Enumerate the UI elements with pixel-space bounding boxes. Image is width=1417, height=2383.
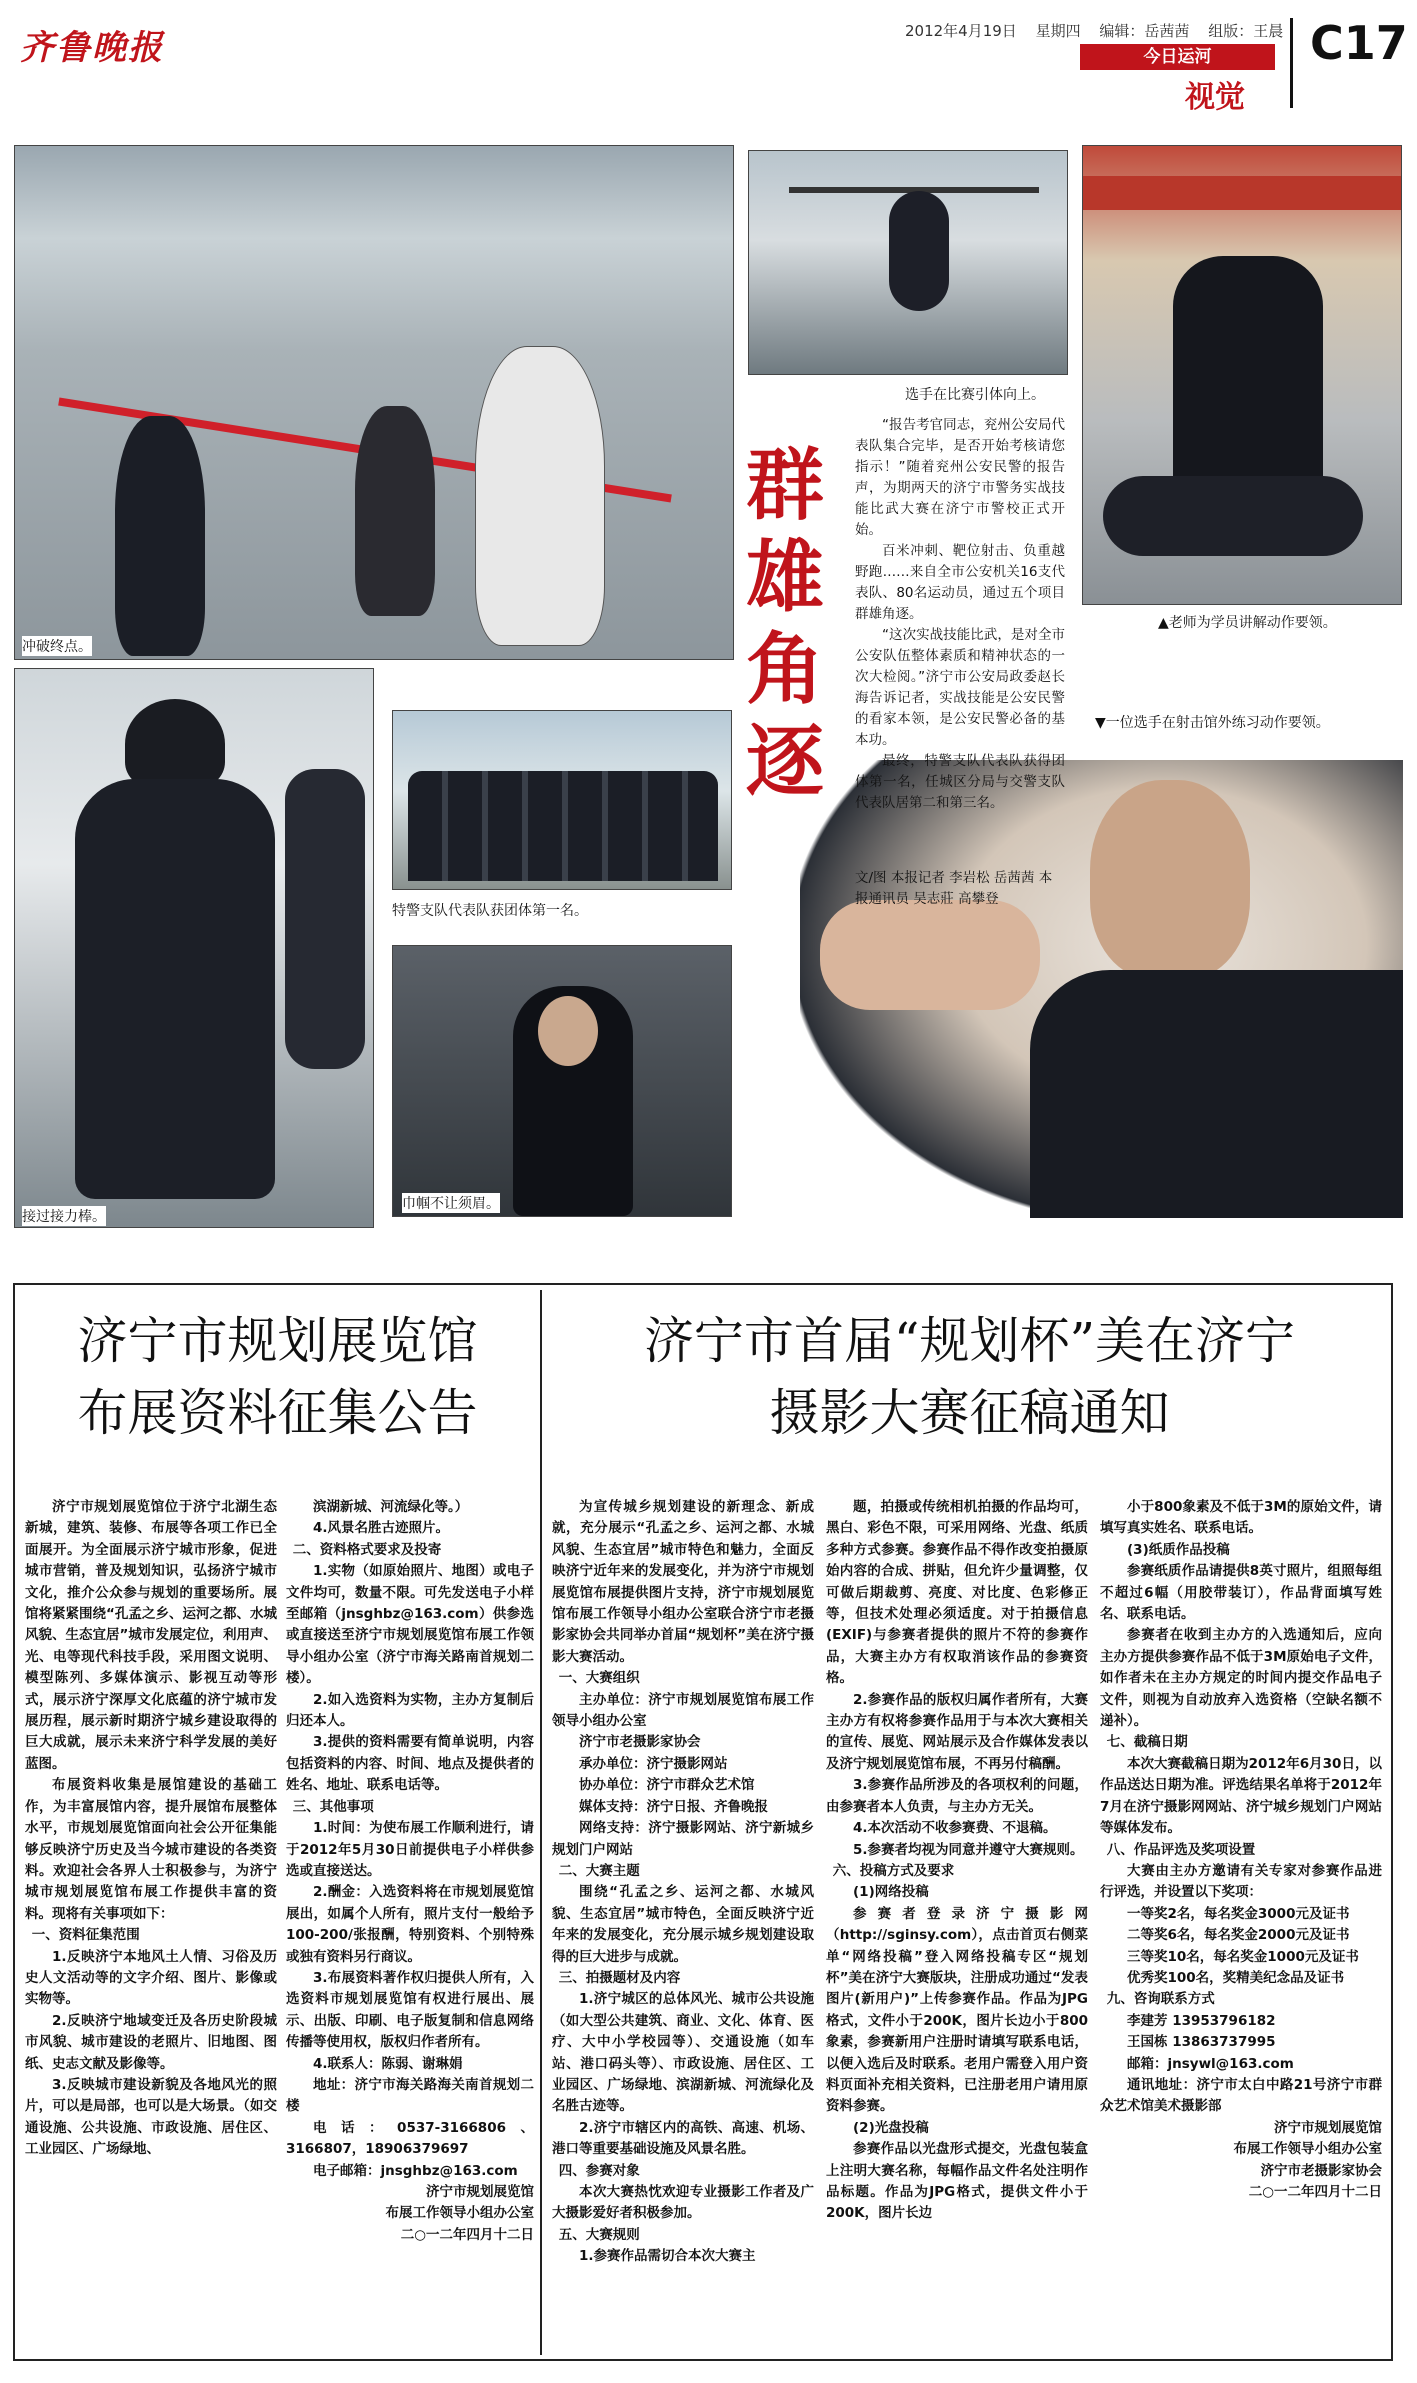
notice-paragraph: 布展资料收集是展馆建设的基础工作，为丰富展馆内容，提升展馆布展整体水平，市规划展览馆面向社会公开征集能够反映济宁历史及当今城市建设的各类资料。欢迎社会各界人士积极参与，为济宁城市规划展览馆布展工作提供丰富的资料。现将有关事项如下：: [25, 1777, 277, 1922]
notice-paragraph: 参赛者在收到主办方的入选通知后，应向主办方提供参赛作品不低于3M原始电子文件，如作者未在主办方规定的时间内提交作品电子文件，则视为自动放弃入选资格（空缺名额不递补）。: [1100, 1627, 1382, 1730]
relay-helmet: [125, 699, 225, 789]
notice-paragraph: 题，拍摄或传统相机拍摄的作品均可，黑白、彩色不限，可采用网络、光盘、纸质多种方式参赛。参赛作品不得作改变拍摄原始内容的合成、拼贴，但允许少量调整，仅可做后期裁剪、亮度、对比度、色彩修正等，但技术处理必须适度。对于拍摄信息(EXIF)与参赛者提供的照片不符的参赛作品，大赛主办方有权取消该作品的参赛资格。: [826, 1499, 1088, 1687]
notice-paragraph: 参赛纸质作品请提供8英寸照片，组照每组不超过6幅（用胶带装订），作品背面填写姓名、联系电话。: [1100, 1563, 1382, 1623]
notice-paragraph: 2.济宁市辖区内的高铁、高速、机场、港口等重要基础设施及风景名胜。: [552, 2119, 814, 2158]
notice-paragraph: (2)光盘投稿: [853, 2119, 929, 2136]
notice-section-heading: 二、大赛主题: [558, 1862, 640, 1879]
notice-paragraph: 济宁市规划展览馆位于济宁北湖生态新城，建筑、装修、布展等各项工作已全面展开。为全面展示济宁城市形象，促进城市营销，普及规划知识，弘扬济宁城市文化，推介公众参与规划的重要场所。展馆将紧紧围绕“孔孟之乡、运河之都、水城风貌、生态宜居”城市发展定位，利用声、光、电等现代科技手段，采用图文说明、模型陈列、多媒体演示、影视互动等形式，展示济宁深厚文化底蕴的济宁城市发展历程，展示新时期济宁城乡建设取得的巨大成就，展示未来济宁科学发展的美好蓝图。: [25, 1499, 277, 1772]
notice-signature-line: 济宁市老摄影家协会: [1260, 2162, 1382, 2179]
notice-paragraph: 协办单位：济宁市群众艺术馆: [579, 1777, 755, 1794]
notice-paragraph: 5.参赛者均视为同意并遵守大赛规则。: [853, 1841, 1084, 1858]
notice-paragraph: 通讯地址：济宁市太白中路21号济宁市群众艺术馆美术摄影部: [1100, 2076, 1382, 2115]
notice-right-title: [552, 1305, 1387, 1449]
caption-relay: 接过接力棒。: [22, 1206, 106, 1226]
shooter-head: [1090, 780, 1250, 980]
relay-runner: [75, 779, 275, 1199]
notice-paragraph: 网络支持：济宁摄影网站、济宁新城乡规划门户网站: [552, 1820, 814, 1858]
notice-paragraph: (1)网络投稿: [853, 1884, 929, 1901]
notice-section-heading: 四、参赛对象: [558, 2162, 640, 2179]
notice-paragraph: 4.本次活动不收参赛费、不退稿。: [853, 1820, 1057, 1837]
caption-teacher: ▲老师为学员讲解动作要领。: [1158, 612, 1337, 632]
notice-left-title-line: 布展资料征集公告: [77, 1384, 478, 1442]
notice-paragraph: 李建芳 13953796182: [1127, 2012, 1276, 2029]
story-paragraph: 百米冲刺、靶位射击、负重越野跑……来自全市公安机关16支代表队、80名运动员，通过五个项目群雄角逐。: [855, 543, 1065, 622]
page-number: C17: [1310, 16, 1408, 70]
notice-paragraph: 二等奖6名，每名奖金2000元及证书: [1127, 1927, 1350, 1944]
notice-paragraph: 优秀奖100名，奖精美纪念品及证书: [1127, 1969, 1345, 1986]
issue-date: 2012年4月19日: [905, 22, 1017, 40]
caption-pullup: 选手在比赛引体向上。: [905, 384, 1045, 404]
runner-3: [475, 346, 605, 646]
photo-shooter-cutout: [800, 760, 1403, 1218]
notice-paragraph: 三等奖10名，每名奖金1000元及证书: [1127, 1948, 1359, 1965]
photo-finish-line: [14, 145, 734, 660]
notice-section-heading: 五、大赛规则: [558, 2226, 640, 2243]
notice-section-heading: 二、资料格式要求及投寄: [292, 1541, 442, 1558]
notice-signature-line: 二○一二年四月十二日: [1248, 2184, 1382, 2200]
notice-paragraph: 滨湖新城、河流绿化等。）: [313, 1499, 469, 1515]
notice-paragraph: 邮箱：jnsywl@163.com: [1127, 2055, 1294, 2072]
notice-paragraph: 本次大赛截稿日期为2012年6月30日，以作品送达日期为准。评选结果名单将于2012年7月在济宁摄影网网站、济宁城乡规划门户网站等媒体发布。: [1100, 1755, 1382, 1837]
notice-paragraph: 4.风景名胜古迹照片。: [313, 1520, 450, 1537]
header-divider: [1290, 18, 1293, 108]
notice-paragraph: 围绕“孔孟之乡、运河之都、水城风貌、生态宜居”城市特色，全面反映济宁近年来的发展变化，充分展示城乡规划建设取得的巨大进步与成就。: [552, 1884, 814, 1965]
notice-paragraph: 参赛作品以光盘形式提交，光盘包装盒上注明大赛名称，每幅作品文件名处注明作品标题。作品为JPG格式，提供文件小于200K，图片长边: [826, 2141, 1088, 2222]
notice-right-col3: [1100, 1497, 1382, 2203]
notice-left-col2: [286, 1497, 534, 2246]
notice-paragraph: 一等奖2名，每名奖金3000元及证书: [1127, 1905, 1350, 1922]
notice-right-col1: [552, 1497, 814, 2268]
issue-info: [905, 20, 1297, 41]
notice-paragraph: 为宣传城乡规划建设的新理念、新成就，充分展示“孔孟之乡、运河之都、水城风貌、生态宜居”城市特色和魅力，全面反映济宁近年来的发展变化，并为济宁市规划展览馆布展提供图片支持，济宁市规划展览馆布展工作领导小组办公室联合济宁市老摄影家协会共同举办首届“规划杯”美在济宁摄影大赛活动。: [552, 1499, 814, 1665]
notice-section-heading: 三、拍摄题材及内容: [558, 1969, 681, 1986]
notice-paragraph: 3.反映城市建设新貌及各地风光的照片，可以是局部，也可以是大场景。（如交通设施、公共设施、市政设施、居住区、工业园区、广场绿地、: [25, 2076, 277, 2158]
headline-char: 逐: [745, 716, 824, 807]
headline-char: 雄: [745, 532, 824, 623]
notice-section-heading: 一、大赛组织: [558, 1670, 640, 1687]
editor-credit: 编辑：岳茜茜: [1099, 22, 1190, 40]
layout-credit: 组版：王晨: [1208, 22, 1284, 40]
section-name: 视觉: [1185, 80, 1245, 115]
notice-paragraph: 1.济宁城区的总体风光、城市公共设施（如大型公共建筑、商业、文化、体育、医疗、大中小学校园等）、交通设施（如车站、港口码头等）、市政设施、居住区、工业园区、广场绿地、滨湖新城、河流绿化及名胜古迹等。: [552, 1991, 814, 2115]
story-body: [855, 415, 1065, 814]
notice-paragraph: 承办单位：济宁摄影网站: [579, 1755, 728, 1772]
notice-left-title: [25, 1305, 530, 1449]
photo-teacher: [1082, 145, 1402, 605]
notice-paragraph: 参赛者登录济宁摄影网（http://sginsy.com），点击首页右侧菜单“网络投稿”登入网络投稿专区“规划杯”美在济宁大赛版块，注册成功通过“发表图片(新用户)”上传参赛作品。作品为JPG格式，文件小于200K，图片长边小于800象素，参赛新用户注册时请填写联系电话，以便入选后及时联系。老用户需登入用户资料页面补充相关资料，已注册老用户请用原资料参赛。: [826, 1905, 1088, 2115]
woman-face: [538, 996, 598, 1066]
notice-paragraph: 3.参赛作品所涉及的各项权利的问题，由参赛者本人负责，与主办方无关。: [826, 1777, 1088, 1815]
notice-paragraph: 小于800象素及不低于3M的原始文件，请填写真实姓名、联系电话。: [1100, 1499, 1382, 1537]
photo-team: [392, 710, 732, 890]
notice-section-heading: 九、咨询联系方式: [1106, 1991, 1215, 2008]
story-paragraph: “这次实战技能比武，是对全市公安队伍整体素质和精神状态的一次大检阅。”济宁市公安局政委赵长海告诉记者，实战技能是公安民警的看家本领，是公安民警必备的基本功。: [855, 627, 1065, 748]
notice-paragraph: 1.参赛作品需切合本次大赛主: [579, 2248, 756, 2265]
banner-text-strip: [1083, 176, 1401, 210]
headline-char: 群: [745, 440, 824, 531]
notice-signature-line: 济宁市规划展览馆: [1274, 2119, 1382, 2136]
caption-finish: 冲破终点。: [22, 636, 92, 656]
caption-team: 特警支队代表队获团体第一名。: [392, 900, 588, 920]
notice-paragraph: 地址：济宁市海关路海关南首规划二楼: [286, 2076, 534, 2115]
story-paragraph: 最终，特警支队代表队获得团体第一名，任城区分局与交警支队代表队居第二和第三名。: [855, 753, 1065, 811]
notice-paragraph: 4.联系人：陈弱、谢琳娟: [313, 2055, 463, 2072]
notice-paragraph: 电话：0537-3166806、3166807，18906379697: [286, 2119, 534, 2158]
notice-paragraph: (3)纸质作品投稿: [1127, 1541, 1230, 1558]
notice-paragraph: 1.时间：为使布展工作顺利进行，请于2012年5月30日前提供电子小样供参选或直接送达。: [286, 1820, 534, 1879]
notice-paragraph: 2.如入选资料为实物，主办方复制后归还本人。: [286, 1691, 534, 1730]
headline-char: 角: [745, 624, 824, 715]
relay-bystander: [285, 769, 365, 1069]
story-headline: [745, 440, 825, 808]
notice-section-heading: 一、资料征集范围: [31, 1927, 140, 1944]
notice-paragraph: 3.布展资料著作权归提供人所有，入选资料市规划展览馆有权进行展出、展示、出版、印刷、电子版复制和信息网络传播等使用权，版权归作者所有。: [286, 1969, 534, 2051]
notice-paragraph: 电子邮箱：jnsghbz@163.com: [313, 2162, 518, 2179]
runner-1: [115, 416, 205, 656]
photo-relay: [14, 668, 374, 1228]
notice-paragraph: 王国栋 13863737995: [1127, 2034, 1276, 2051]
notice-paragraph: 2.反映济宁地域变迁及各历史阶段城市风貌、城市建设的老照片、旧地图、图纸、史志文献及影像等。: [25, 2012, 277, 2072]
photo-pullup: [748, 150, 1068, 375]
notice-right-title-line: 摄影大赛征稿通知: [769, 1384, 1170, 1442]
notice-paragraph: 1.实物（如原始照片、地图）或电子文件均可，数量不限。可先发送电子小样至邮箱（jnsghbz@163.com）供参选或直接送至济宁市规划展览馆布展工作领导小组办公室（济宁市海关路南首规划二楼）。: [286, 1563, 534, 1687]
notice-left-col1: [25, 1497, 277, 2161]
runner-2: [355, 406, 435, 616]
issue-weekday: 星期四: [1035, 22, 1081, 40]
notice-section-heading: 七、截稿日期: [1106, 1734, 1188, 1751]
notice-signature-line: 二○一二年四月十二日: [400, 2226, 534, 2243]
notice-section-heading: 六、投稿方式及要求: [832, 1862, 955, 1879]
team-lineup: [408, 771, 718, 881]
photo-woman-shooter: [392, 945, 732, 1217]
notice-paragraph: 主办单位：济宁市规划展览馆布展工作领导小组办公室: [552, 1691, 814, 1730]
masthead-logo: 齐鲁晚报: [20, 28, 164, 68]
pullup-athlete: [889, 191, 949, 311]
notice-section-heading: 八、作品评选及奖项设置: [1106, 1841, 1256, 1858]
notice-divider: [540, 1290, 542, 2355]
shooter-hands: [820, 900, 1040, 1010]
shooter-body: [1030, 970, 1403, 1218]
notice-signature-line: 济宁市规划展览馆: [426, 2184, 534, 2200]
section-tag: 今日运河: [1080, 44, 1275, 70]
notice-signature-line: 布展工作领导小组办公室: [1233, 2141, 1382, 2158]
notice-paragraph: 1.反映济宁本地风土人情、习俗及历史人文活动等的文字介绍、图片、影像或实物等。: [25, 1948, 277, 2008]
notice-paragraph: 本次大赛热忱欢迎专业摄影工作者及广大摄影爱好者积极参加。: [552, 2184, 814, 2222]
notice-right-title-line: 济宁市首届“规划杯”美在济宁: [643, 1312, 1296, 1370]
notice-paragraph: 济宁市老摄影家协会: [579, 1734, 701, 1751]
story-byline: 文/图 本报记者 李岩松 岳茜茜 本报通讯员 吴志莊 高攀登: [855, 870, 1053, 907]
notice-paragraph: 大赛由主办方邀请有关专家对参赛作品进行评选，并设置以下奖项：: [1100, 1862, 1382, 1901]
caption-woman: 巾帼不让须眉。: [402, 1193, 500, 1213]
notice-paragraph: 3.提供的资料需要有简单说明，内容包括资料的内容、时间、地点及提供者的姓名、地址、联系电话等。: [286, 1734, 534, 1794]
notice-paragraph: 媒体支持：济宁日报、齐鲁晚报: [579, 1798, 768, 1815]
notice-left-title-line: 济宁市规划展览馆: [77, 1312, 478, 1370]
student-figure: [1103, 476, 1363, 556]
notice-signature-line: 布展工作领导小组办公室: [385, 2205, 534, 2222]
notice-right-col2: [826, 1497, 1088, 2225]
caption-shooter-note: ▼一位选手在射击馆外练习动作要领。: [1095, 712, 1330, 732]
notice-paragraph: 2.参赛作品的版权归属作者所有，大赛主办方有权将参赛作品用于与本次大赛相关的宣传、展览、网站展示及合作媒体发表以及济宁规划展览馆布展，不再另付稿酬。: [826, 1691, 1088, 1772]
notice-section-heading: 三、其他事项: [292, 1798, 374, 1815]
story-paragraph: “报告考官同志，兖州公安局代表队集合完毕，是否开始考核请您指示！”随着兖州公安民警的报告声，为期两天的济宁市警务实战技能比武大赛在济宁市警校正式开始。: [855, 417, 1065, 538]
notice-paragraph: 2.酬金：入选资料将在市规划展览馆展出，如属个人所有，照片支付一般给予100-200/张报酬，特别资料、个别特殊或独有资料另行商议。: [286, 1884, 534, 1965]
